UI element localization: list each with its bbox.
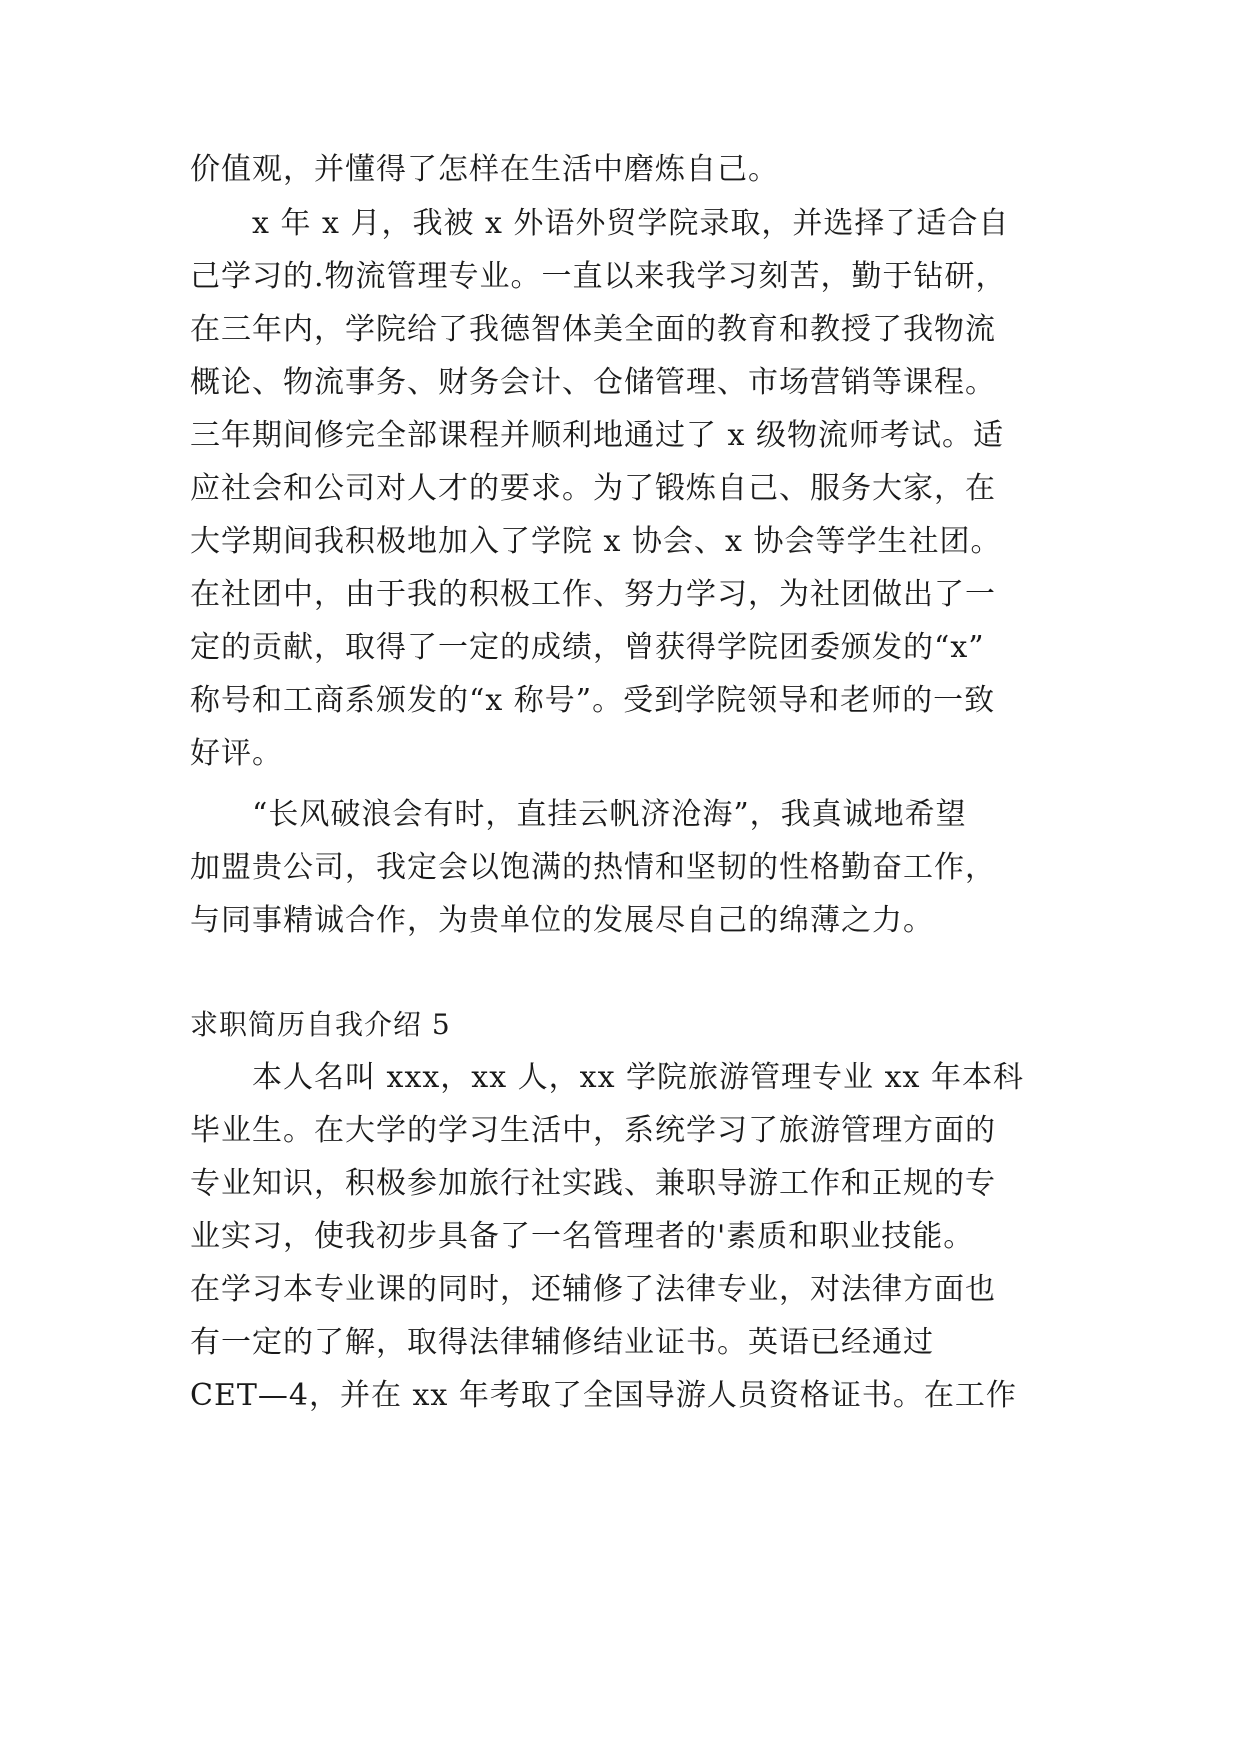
- text-line: x 年 x 月，我被 x 外语外贸学院录取，并选择了适合自: [252, 206, 1010, 241]
- text-line: 业实习，使我初步具备了一名管理者的'素质和职业技能。: [190, 1219, 975, 1254]
- text-line: 在三年内，学院给了我德智体美全面的教育和教授了我物流: [190, 312, 996, 347]
- text-line: “长风破浪会有时，直挂云帆济沧海”，我真诚地希望: [252, 797, 967, 832]
- text-line: 本人名叫 xxx，xx 人，xx 学院旅游管理专业 xx 年本科: [252, 1060, 1024, 1095]
- text-line: 在社团中，由于我的积极工作、努力学习，为社团做出了一: [190, 577, 996, 612]
- text-line: 己学习的.物流管理专业。一直以来我学习刻苦，勤于钻研，: [190, 259, 1007, 294]
- text-line: 概论、物流事务、财务会计、仓储管理、市场营销等课程。: [190, 365, 996, 400]
- text-line: 加盟贵公司，我定会以饱满的热情和坚韧的性格勤奋工作，: [190, 850, 996, 885]
- text-line: 应社会和公司对人才的要求。为了锻炼自己、服务大家，在: [190, 471, 996, 506]
- text-line: 好评。: [190, 736, 283, 771]
- text-line: 定的贡献，取得了一定的成绩，曾获得学院团委颁发的“x”: [190, 630, 985, 665]
- section-title: 求职简历自我介绍 5: [190, 1008, 451, 1041]
- text-line: 有一定的了解，取得法律辅修结业证书。英语已经通过: [190, 1325, 934, 1360]
- text-line: 毕业生。在大学的学习生活中，系统学习了旅游管理方面的: [190, 1113, 996, 1148]
- text-line: 大学期间我积极地加入了学院 x 协会、x 协会等学生社团。: [190, 524, 1002, 559]
- text-line: 三年期间修完全部课程并顺利地通过了 x 级物流师考试。适: [190, 418, 1004, 453]
- text-line: 称号和工商系颁发的“x 称号”。受到学院领导和老师的一致: [190, 683, 996, 718]
- text-line: 价值观，并懂得了怎样在生活中磨炼自己。: [190, 152, 779, 187]
- text-line: 与同事精诚合作，为贵单位的发展尽自己的绵薄之力。: [190, 903, 934, 938]
- text-line: CET—4，并在 xx 年考取了全国导游人员资格证书。在工作: [190, 1378, 1017, 1413]
- text-line: 专业知识，积极参加旅行社实践、兼职导游工作和正规的专: [190, 1166, 996, 1201]
- text-line: 在学习本专业课的同时，还辅修了法律专业，对法律方面也: [190, 1272, 996, 1307]
